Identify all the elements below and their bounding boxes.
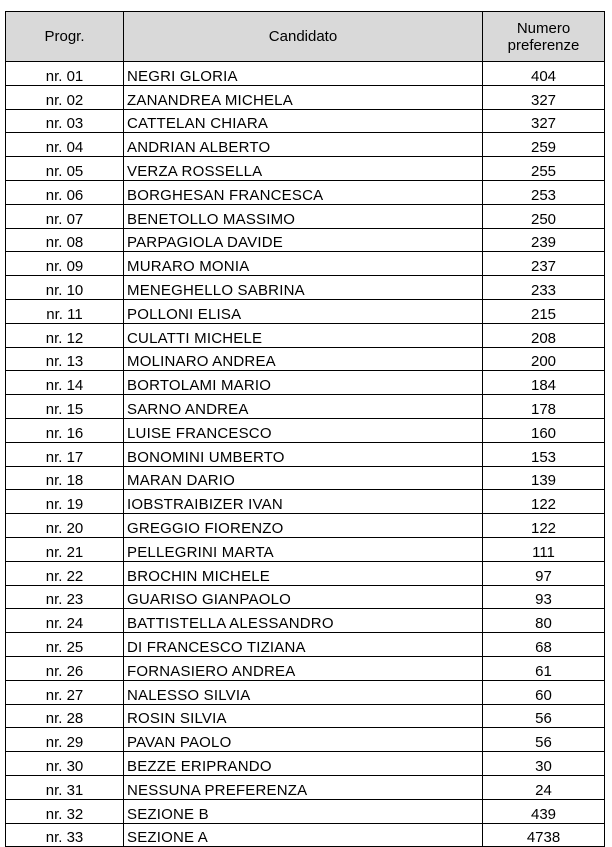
row-progr: nr. 11 xyxy=(6,299,124,323)
row-candidate-name: MURARO MONIA xyxy=(124,252,483,276)
row-preference-count: 178 xyxy=(483,395,605,419)
table-row xyxy=(6,561,605,585)
row-progr: nr. 28 xyxy=(6,704,124,728)
table-row xyxy=(6,490,605,514)
table-row xyxy=(6,276,605,300)
row-candidate-name: SARNO ANDREA xyxy=(124,395,483,419)
row-candidate-name: BORTOLAMI MARIO xyxy=(124,371,483,395)
header-candidato: Candidato xyxy=(124,12,483,62)
table-row xyxy=(6,85,605,109)
row-progr: nr. 03 xyxy=(6,109,124,133)
row-preference-count: 68 xyxy=(483,633,605,657)
row-preference-count: 208 xyxy=(483,323,605,347)
row-preference-count: 97 xyxy=(483,561,605,585)
row-candidate-name: PARPAGIOLA DAVIDE xyxy=(124,228,483,252)
row-candidate-name: GREGGIO FIORENZO xyxy=(124,514,483,538)
row-candidate-name: ANDRIAN ALBERTO xyxy=(124,133,483,157)
row-progr: nr. 29 xyxy=(6,728,124,752)
row-preference-count: 4738 xyxy=(483,823,605,847)
row-candidate-name: DI FRANCESCO TIZIANA xyxy=(124,633,483,657)
table-body xyxy=(6,62,605,847)
table-row xyxy=(6,252,605,276)
table-row xyxy=(6,299,605,323)
row-preference-count: 111 xyxy=(483,537,605,561)
row-candidate-name: FORNASIERO ANDREA xyxy=(124,656,483,680)
row-preference-count: 160 xyxy=(483,418,605,442)
row-preference-count: 60 xyxy=(483,680,605,704)
row-preference-count: 184 xyxy=(483,371,605,395)
row-progr: nr. 24 xyxy=(6,609,124,633)
row-preference-count: 255 xyxy=(483,157,605,181)
row-candidate-name: MARAN DARIO xyxy=(124,466,483,490)
row-candidate-name: ZANANDREA MICHELA xyxy=(124,85,483,109)
row-progr: nr. 26 xyxy=(6,656,124,680)
row-progr: nr. 16 xyxy=(6,418,124,442)
row-preference-count: 56 xyxy=(483,704,605,728)
row-progr: nr. 08 xyxy=(6,228,124,252)
row-candidate-name: PELLEGRINI MARTA xyxy=(124,537,483,561)
table-row xyxy=(6,466,605,490)
table-row xyxy=(6,395,605,419)
row-progr: nr. 33 xyxy=(6,823,124,847)
row-preference-count: 327 xyxy=(483,85,605,109)
row-candidate-name: NEGRI GLORIA xyxy=(124,62,483,86)
table-row xyxy=(6,442,605,466)
row-preference-count: 24 xyxy=(483,775,605,799)
row-preference-count: 56 xyxy=(483,728,605,752)
row-progr: nr. 04 xyxy=(6,133,124,157)
table-row xyxy=(6,157,605,181)
table-row xyxy=(6,347,605,371)
header-progr: Progr. xyxy=(6,12,124,62)
table-row xyxy=(6,775,605,799)
row-candidate-name: BEZZE ERIPRANDO xyxy=(124,752,483,776)
row-preference-count: 259 xyxy=(483,133,605,157)
table-row xyxy=(6,133,605,157)
row-preference-count: 61 xyxy=(483,656,605,680)
row-candidate-name: PAVAN PAOLO xyxy=(124,728,483,752)
row-progr: nr. 07 xyxy=(6,204,124,228)
row-preference-count: 122 xyxy=(483,514,605,538)
row-progr: nr. 18 xyxy=(6,466,124,490)
row-preference-count: 139 xyxy=(483,466,605,490)
row-candidate-name: BONOMINI UMBERTO xyxy=(124,442,483,466)
row-progr: nr. 09 xyxy=(6,252,124,276)
row-candidate-name: BATTISTELLA ALESSANDRO xyxy=(124,609,483,633)
table-row xyxy=(6,514,605,538)
row-candidate-name: GUARISO GIANPAOLO xyxy=(124,585,483,609)
table-row xyxy=(6,799,605,823)
row-preference-count: 153 xyxy=(483,442,605,466)
header-row xyxy=(6,12,605,62)
table-row xyxy=(6,418,605,442)
row-candidate-name: MENEGHELLO SABRINA xyxy=(124,276,483,300)
row-preference-count: 250 xyxy=(483,204,605,228)
row-preference-count: 253 xyxy=(483,180,605,204)
row-progr: nr. 21 xyxy=(6,537,124,561)
row-candidate-name: BORGHESAN FRANCESCA xyxy=(124,180,483,204)
row-preference-count: 327 xyxy=(483,109,605,133)
row-candidate-name: BENETOLLO MASSIMO xyxy=(124,204,483,228)
preferences-table xyxy=(5,11,605,847)
row-progr: nr. 20 xyxy=(6,514,124,538)
row-preference-count: 93 xyxy=(483,585,605,609)
row-candidate-name: SEZIONE A xyxy=(124,823,483,847)
row-preference-count: 122 xyxy=(483,490,605,514)
table-row xyxy=(6,180,605,204)
table-row xyxy=(6,704,605,728)
table-row xyxy=(6,371,605,395)
row-progr: nr. 17 xyxy=(6,442,124,466)
row-preference-count: 239 xyxy=(483,228,605,252)
row-progr: nr. 23 xyxy=(6,585,124,609)
row-preference-count: 30 xyxy=(483,752,605,776)
row-preference-count: 233 xyxy=(483,276,605,300)
row-preference-count: 237 xyxy=(483,252,605,276)
table-row xyxy=(6,680,605,704)
row-progr: nr. 02 xyxy=(6,85,124,109)
table-row xyxy=(6,109,605,133)
row-candidate-name: SEZIONE B xyxy=(124,799,483,823)
row-candidate-name: MOLINARO ANDREA xyxy=(124,347,483,371)
row-candidate-name: BROCHIN MICHELE xyxy=(124,561,483,585)
row-candidate-name: IOBSTRAIBIZER IVAN xyxy=(124,490,483,514)
row-progr: nr. 19 xyxy=(6,490,124,514)
row-candidate-name: NALESSO SILVIA xyxy=(124,680,483,704)
row-preference-count: 215 xyxy=(483,299,605,323)
row-candidate-name: VERZA ROSSELLA xyxy=(124,157,483,181)
table-row xyxy=(6,585,605,609)
row-preference-count: 200 xyxy=(483,347,605,371)
row-candidate-name: ROSIN SILVIA xyxy=(124,704,483,728)
row-progr: nr. 12 xyxy=(6,323,124,347)
table-row xyxy=(6,62,605,86)
table-row xyxy=(6,228,605,252)
table-row xyxy=(6,823,605,847)
table-row xyxy=(6,728,605,752)
row-candidate-name: POLLONI ELISA xyxy=(124,299,483,323)
row-candidate-name: LUISE FRANCESCO xyxy=(124,418,483,442)
table-row xyxy=(6,633,605,657)
header-numero-line1: Numero xyxy=(516,19,571,37)
row-progr: nr. 14 xyxy=(6,371,124,395)
header-numero-preferenze xyxy=(483,12,605,62)
row-candidate-name: NESSUNA PREFERENZA xyxy=(124,775,483,799)
row-progr: nr. 31 xyxy=(6,775,124,799)
row-preference-count: 439 xyxy=(483,799,605,823)
table-row xyxy=(6,537,605,561)
row-progr: nr. 30 xyxy=(6,752,124,776)
header-numero-line2: preferenze xyxy=(507,36,580,54)
row-candidate-name: CATTELAN CHIARA xyxy=(124,109,483,133)
table-row xyxy=(6,656,605,680)
row-progr: nr. 05 xyxy=(6,157,124,181)
row-candidate-name: CULATTI MICHELE xyxy=(124,323,483,347)
row-progr: nr. 13 xyxy=(6,347,124,371)
row-progr: nr. 01 xyxy=(6,62,124,86)
table-row xyxy=(6,323,605,347)
row-progr: nr. 32 xyxy=(6,799,124,823)
row-preference-count: 80 xyxy=(483,609,605,633)
row-progr: nr. 22 xyxy=(6,561,124,585)
row-progr: nr. 27 xyxy=(6,680,124,704)
row-progr: nr. 10 xyxy=(6,276,124,300)
table-row xyxy=(6,609,605,633)
row-preference-count: 404 xyxy=(483,62,605,86)
row-progr: nr. 25 xyxy=(6,633,124,657)
table-row xyxy=(6,752,605,776)
row-progr: nr. 06 xyxy=(6,180,124,204)
table-row xyxy=(6,204,605,228)
row-progr: nr. 15 xyxy=(6,395,124,419)
